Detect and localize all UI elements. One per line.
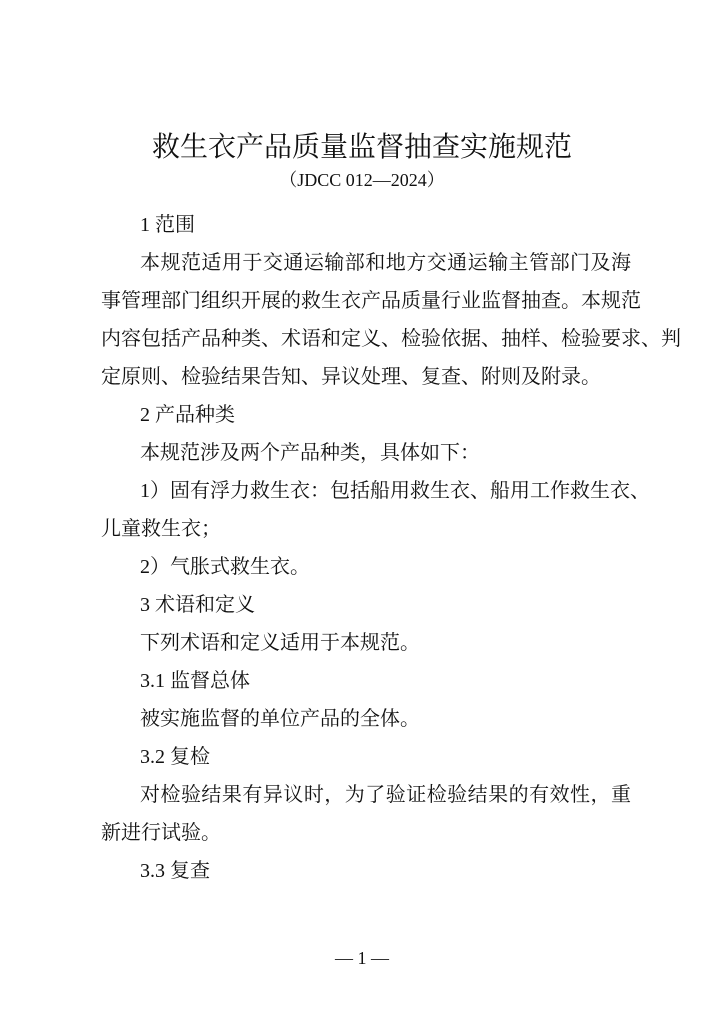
section-heading: 3.2 复检 <box>140 746 210 768</box>
section-heading: 3 术语和定义 <box>140 594 255 616</box>
body-text-line: 对检验结果有异议时，为了验证检验结果的有效性，重 <box>140 784 631 806</box>
body-text-line: 事管理部门组织开展的救生衣产品质量行业监督抽查。本规范 <box>101 290 641 312</box>
page-number: — 1 — <box>335 948 389 968</box>
document-body <box>101 206 681 890</box>
body-text-line: 新进行试验。 <box>101 822 221 844</box>
body-text-line: 1）固有浮力救生衣：包括船用救生衣、船用工作救生衣、 <box>140 480 650 502</box>
body-text-line: 本规范涉及两个产品种类，具体如下： <box>140 442 480 464</box>
section-heading: 1 范围 <box>140 214 195 236</box>
section-heading: 2 产品种类 <box>140 404 235 426</box>
body-text-line: 下列术语和定义适用于本规范。 <box>140 632 420 654</box>
body-text-line: 被实施监督的单位产品的全体。 <box>140 708 420 730</box>
document-title: 救生衣产品质量监督抽查实施规范 <box>151 130 572 163</box>
body-text-line: 内容包括产品种类、术语和定义、检验依据、抽样、检验要求、判 <box>101 328 681 350</box>
section-heading: 3.1 监督总体 <box>140 670 250 692</box>
body-text-line: 儿童救生衣； <box>101 518 221 540</box>
section-heading: 3.3 复查 <box>140 860 210 882</box>
body-text-line: 本规范适用于交通运输部和地方交通运输主管部门及海 <box>140 252 631 274</box>
document-code: （JDCC 012—2024） <box>279 170 445 190</box>
body-text-line: 定原则、检验结果告知、异议处理、复查、附则及附录。 <box>101 366 601 388</box>
body-text-line: 2）气胀式救生衣。 <box>140 556 310 578</box>
